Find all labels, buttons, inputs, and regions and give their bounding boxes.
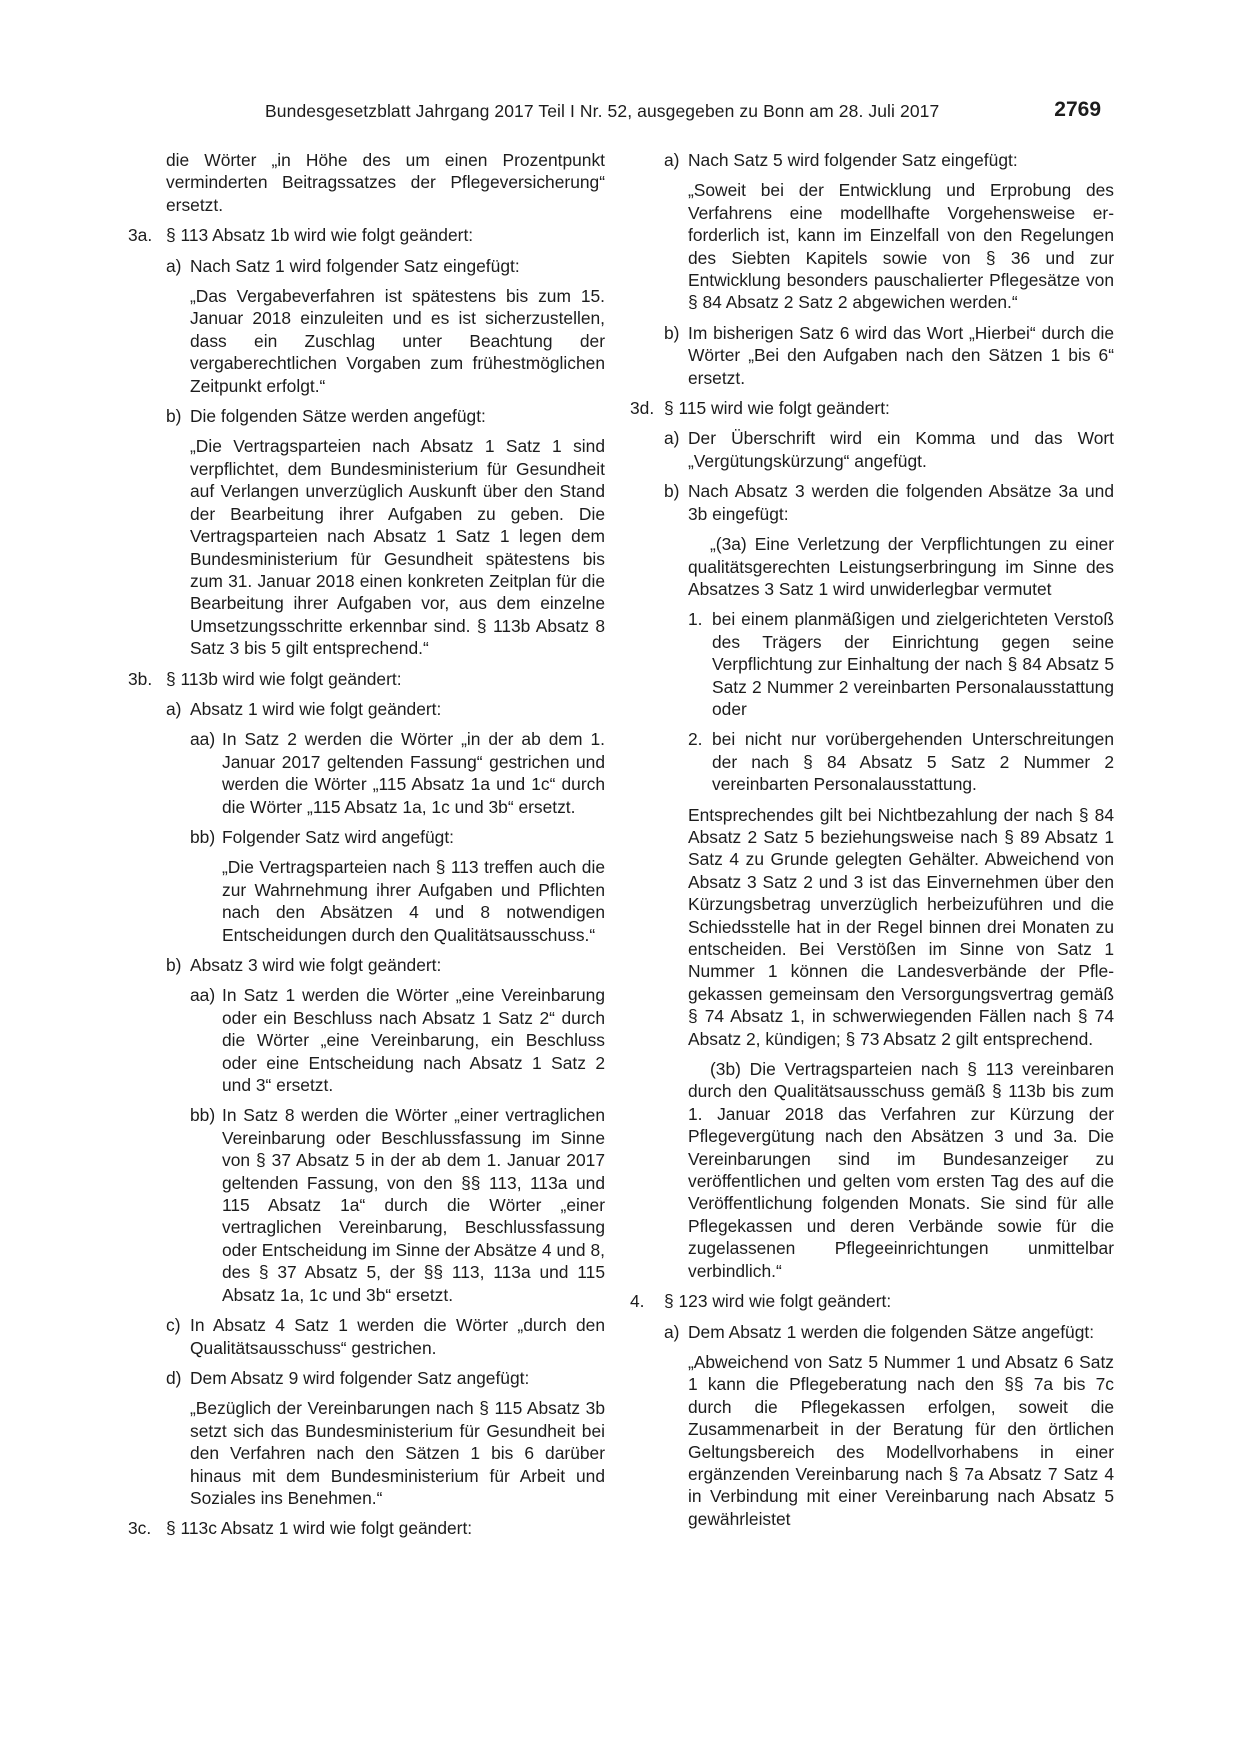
item-3a-b (166, 405, 605, 427)
item-3a-a-quote: „Das Vergabeverfahren ist spätestens bis zum 15. Januar 2018 einzuleiten und es ist sicherzustellen, dass ein Zuschlag unter Beachtung der vergaberechtlichen Vorgaben zum frühestmöglichen Zeitpunkt erfolgt.“ (190, 286, 605, 396)
right-column (630, 149, 1114, 1729)
item-3b-c (166, 1314, 605, 1359)
item-3b-a-aa-label: aa) (190, 729, 216, 750)
item-3a-b-quote: „Die Vertragsparteien nach Absatz 1 Satz 1 sind verpflichtet, dem Bundesministerium für Gesundheit auf Verlangen unverzüglich Auskunft über den Stand der Bearbeitung ihrer Aufgaben zu geben. Die Vertragsparteien nach Absatz 1 Satz 1 legen dem Bundesministerium für Gesundheit spätestens bis zum 31. Januar 2018 einen konkreten Zeitplan für die Bearbeitung ihrer Aufgaben vor, aus dem einzelne Umsetzungsschritte erkennbar sind. § 113b Absatz 8 Satz 3 bis 5 gilt entsprechend.“ (190, 436, 605, 659)
item-4-text: § 123 wird wie folgt geändert: (664, 1291, 892, 1312)
item-3c-a (664, 149, 1114, 171)
running-title: Bundesgesetzblatt Jahrgang 2017 Teil I Nr. 52, ausgegeben zu Bonn am 28. Juli 2017 (265, 101, 940, 121)
item-3b-b-bb-text: In Satz 8 werden die Wörter „einer vertraglichen Vereinbarung oder Beschlussfassung im Sinne von § 37 Absatz 5 in der ab dem 1. Januar 2017 geltenden Fassung, von den §§ 113, 113a und 115 Absatz 1a“ durch die Wörter „einer vertraglichen Vereinbarung, Beschlussfassung oder Entscheidung im Sinne der Absätze 4 und 8, des § 37 Absatz 5, der §§ 113, 113a und 115 Absatz 1a, 1c und 3b“ ersetzt. (222, 1105, 605, 1305)
item-3d (630, 397, 1114, 419)
numbered-item-1 (688, 608, 1114, 720)
item-4 (630, 1290, 1114, 1312)
numbered-item-2-label: 2. (688, 729, 703, 750)
item-4-a-text: Dem Absatz 1 werden die folgenden Sätze angefügt: (688, 1321, 1095, 1342)
item-3d-a (664, 427, 1114, 472)
item-3d-label: 3d. (630, 398, 655, 419)
item-3b-b-label: b) (166, 955, 182, 975)
item-3b-d-text: Dem Absatz 9 wird folgender Satz angefügt: (190, 1367, 530, 1388)
item-3b-d-quote: „Bezüglich der Vereinbarungen nach § 115 Absatz 3b setzt sich das Bundesministerium für Gesundheit bei den Verfahren nach den Sätzen 1 bis 6 darüber hinaus mit dem Bundesministerium für Arbeit und Soziales ins Benehmen.“ (190, 1398, 605, 1508)
item-3b-b-aa (190, 984, 605, 1096)
item-3b-a-label: a) (166, 698, 182, 719)
item-3d-b-text: Nach Absatz 3 werden die folgenden Absätze 3a und 3b eingefügt: (688, 481, 1114, 524)
item-3a-a (166, 255, 605, 277)
numbered-item-1-text: bei einem planmäßigen und zielgerichteten Verstoß des Trägers der Einrichtung gegen seine Verpflichtung zur Einhaltung der nach § 84 Absatz 5 Satz 2 Nummer 2 vereinbarten Personalausstattung oder (712, 609, 1114, 719)
item-3b-a-bb-label: bb) (190, 826, 216, 847)
item-3b-a-bb (190, 826, 605, 848)
item-3b-a-text: Absatz 1 wird wie folgt geändert: (190, 698, 442, 719)
item-3b-b-aa-label: aa) (190, 985, 216, 1006)
paragraph-entsprechendes: Entsprechendes gilt bei Nichtbezahlung der nach § 84 Absatz 2 Satz 5 beziehungsweise nach § 89 Absatz 1 Satz 4 zu Grunde gelegten Gehälter. Abweichend von Absatz 3 Satz 2 und 3 ist das Einvernehmen über den Kürzungsbetrag unverzüglich herbeizuführen und die Schiedsstelle hat in der Regel binnen drei Monaten zu entscheiden. Bei Verstößen im Sinne von Satz 1 Nummer 1 können die Landesverbände der Pflegekassen gemeinsam den Versorgungsvertrag gemäß § 74 Absatz 1, in schwerwiegenden Fällen nach § 74 Absatz 2, kündigen; § 73 Absatz 2 gilt entsprechend. (688, 804, 1114, 1049)
item-3a-text: § 113 Absatz 1b wird wie folgt geändert: (166, 225, 474, 246)
item-3c (128, 1517, 605, 1539)
numbered-item-2 (688, 728, 1114, 795)
paragraph-3b: (3b) Die Vertragsparteien nach § 113 vereinbaren durch den Qualitätsausschuss gemäß § 113b bis zum 1. Januar 2018 das Verfahren zur Kürzung der Pflegevergütung nach den Absätzen 3 und 3a. Die Vereinbarungen sind im Bundesanzeiger zu veröffentlichen und gelten vom ersten Tag des auf die Veröffentlichung folgenden Monats. Sie sind für alle Pflegekassen und deren Verbände sowie für die zugelassenen Pflegeeinrichtungen unmittelbar verbindlich.“ (688, 1059, 1114, 1281)
item-3c-b-text: Im bisherigen Satz 6 wird das Wort „Hierbei“ durch die Wörter „Bei den Aufgaben nach den Sätzen 1 bis 6“ ersetzt. (688, 322, 1114, 388)
numbered-item-1-label: 1. (688, 609, 703, 630)
item-3b-a-aa-text: In Satz 2 werden die Wörter „in der ab dem 1. Januar 2017 geltenden Fassung“ gestrichen und werden die Wörter „115 Absatz 1a und 1c“ durch die Wörter „115 Absatz 1a, 1c und 3b“ ersetzt. (222, 729, 605, 817)
page-number: 2769 (1054, 98, 1101, 121)
item-3d-b-label: b) (664, 481, 680, 502)
continuation-paragraph: die Wörter „in Höhe des um einen Prozentpunkt verminderten Beitragssatzes der Pflegeversicherung“ ersetzt. (166, 150, 605, 215)
item-3a-a-text: Nach Satz 1 wird folgender Satz eingefügt: (190, 255, 520, 276)
item-3c-text: § 113c Absatz 1 wird wie folgt geändert: (166, 1518, 473, 1539)
item-3b-text: § 113b wird wie folgt geändert: (166, 668, 402, 689)
left-column (128, 149, 605, 1729)
item-3c-a-label: a) (664, 150, 680, 170)
item-3c-a-text: Nach Satz 5 wird folgender Satz eingefügt: (688, 150, 1018, 170)
item-3d-a-label: a) (664, 428, 680, 449)
item-3b-d (166, 1367, 605, 1389)
item-3d-text: § 115 wird wie folgt geändert: (664, 398, 890, 419)
item-3b-b-bb (190, 1104, 605, 1306)
item-3a-a-label: a) (166, 255, 182, 276)
paragraph-3a-intro: „(3a) Eine Verletzung der Verpflichtungen zu einer qualitätsgerechten Leistungserbringung im Sinne des Absatzes 3 Satz 1 wird unwiderlegbar vermutet (688, 534, 1114, 599)
item-4-a-label: a) (664, 1321, 680, 1342)
item-3b-c-text: In Absatz 4 Satz 1 werden die Wörter „durch den Qualitätsausschuss“ gestrichen. (190, 1315, 605, 1358)
item-3b-b-bb-label: bb) (190, 1105, 216, 1126)
item-3b (128, 668, 605, 690)
item-3b-a-aa (190, 728, 605, 818)
item-3b-label: 3b. (128, 668, 153, 689)
item-3d-b (664, 480, 1114, 525)
item-3b-b (166, 954, 605, 976)
item-4-a (664, 1321, 1114, 1343)
item-4-label: 4. (630, 1291, 645, 1312)
item-3c-b-label: b) (664, 322, 680, 343)
item-3a-label: 3a. (128, 225, 153, 246)
page-header (0, 98, 1241, 127)
item-3b-d-label: d) (166, 1367, 182, 1388)
item-3b-b-text: Absatz 3 wird wie folgt geändert: (190, 955, 442, 975)
item-3b-c-label: c) (166, 1315, 181, 1336)
item-3b-a-bb-quote: „Die Vertragsparteien nach § 113 treffen auch die zur Wahrnehmung ihrer Aufgaben und Pflichten nach den Absätzen 4 und 8 notwendigen Entscheidungen durch den Qualitätsausschuss.“ (222, 857, 605, 945)
item-3c-label: 3c. (128, 1518, 152, 1539)
item-3c-a-quote: „Soweit bei der Entwicklung und Erprobung des Verfahrens eine modellhafte Vorgehensweise erforderlich ist, kann im Einzelfall von den Regelungen des Siebten Kapitels sowie von § 36 und zur Entwicklung besonders pauschalierter Pflegesätze von § 84 Absatz 2 Satz 2 abgewichen werden.“ (688, 180, 1114, 313)
numbered-item-2-text: bei nicht nur vorübergehenden Unterschreitungen der nach § 84 Absatz 5 Satz 2 Nummer 2 vereinbarten Personalausstattung. (712, 729, 1114, 795)
item-3c-b (664, 322, 1114, 389)
item-3b-a (166, 698, 605, 720)
item-3a-b-label: b) (166, 406, 182, 427)
item-3a (128, 224, 605, 246)
item-3b-b-aa-text: In Satz 1 werden die Wörter „eine Vereinbarung oder ein Beschluss nach Absatz 1 Satz 2“ durch die Wörter „eine Vereinbarung, ein Beschluss oder eine Entscheidung nach Absatz 1 Satz 2 und 3“ ersetzt. (222, 985, 605, 1096)
item-3a-b-text: Die folgenden Sätze werden angefügt: (190, 406, 486, 427)
item-3d-a-text: Der Überschrift wird ein Komma und das Wort „Vergütungskürzung“ angefügt. (688, 428, 1114, 471)
item-3b-a-bb-text: Folgender Satz wird angefügt: (222, 826, 455, 847)
item-4-a-quote: „Abweichend von Satz 5 Nummer 1 und Absatz 6 Satz 1 kann die Pflegeberatung nach den §§ 7a bis 7c durch die Pflegekassen erfolgen, soweit die Zusammenarbeit in der Beratung für den örtlichen Geltungsbereich des Modellvorhabens in einer ergänzenden Vereinbarung nach § 7a Absatz 7 Satz 4 in Verbindung mit einer Vereinbarung nach Absatz 5 gewährleistet (688, 1351, 1114, 1529)
